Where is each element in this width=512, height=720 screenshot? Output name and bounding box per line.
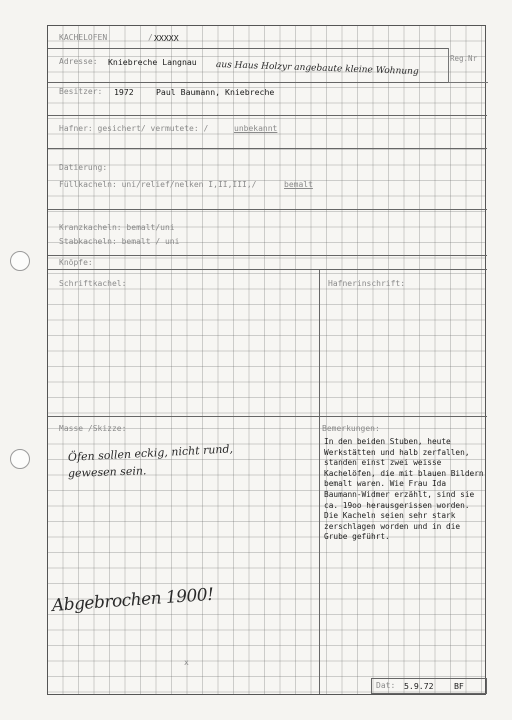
inscription-tile-label: Schriftkachel: <box>59 279 127 288</box>
knobs-label: Knöpfe: <box>59 258 93 267</box>
remarks-text: In den beiden Stuben, heute Werkstätten und halb zerfallen, standen einst zwei weisse Kachelöfen, die mit blauen Bildern bemalt waren. Wie Frau Ida Baumann-Widmer erzählt, sind sie ca. 19oo herausgerissen worden. Die Kacheln seien sehr stark zerschlagen worden und in die Grube geführt. <box>324 437 484 542</box>
record-code: XXXXX <box>154 33 179 43</box>
address-handwritten-note: aus Haus Holzyr angebaute kleine Wohnung <box>215 60 419 78</box>
address-label: Adresse: <box>59 57 98 66</box>
owner-year: 1972 <box>114 87 134 97</box>
remarks-label: Bemerkungen: <box>322 424 380 433</box>
small-pen-mark: x <box>184 658 189 667</box>
column-divider <box>319 269 320 694</box>
row-divider <box>48 115 487 116</box>
dimensions-handwritten-line-2: gewesen sein. <box>67 464 147 480</box>
punch-hole-bottom <box>10 449 30 469</box>
rod-tiles-label: Stabkacheln: bemalt / uni <box>59 237 180 246</box>
address-value: Kniebreche Langnau <box>108 57 197 67</box>
header-separator: / <box>148 33 153 42</box>
fill-tiles-value: bemalt <box>284 180 313 189</box>
owner-label: Besitzer: <box>59 87 103 96</box>
record-card <box>47 25 486 695</box>
row-divider <box>48 148 487 149</box>
crown-tiles-label: Kranzkacheln: bemalt/uni <box>59 223 175 232</box>
row-divider <box>48 416 487 417</box>
dimensions-label: Masse /Skizze: <box>59 424 127 433</box>
maker-value: unbekannt <box>234 124 278 133</box>
row-divider <box>48 209 487 210</box>
date-value: 5.9.72 <box>404 681 434 691</box>
maker-label: Hafner: gesichert/ vermutete: / <box>59 124 209 133</box>
row-divider <box>48 255 487 256</box>
owner-value: Paul Baumann, Kniebreche <box>156 87 275 97</box>
dimensions-handwritten-line-1: Öfen sollen eckig, nicht rund, <box>67 442 234 464</box>
punch-hole-top <box>10 251 30 271</box>
row-divider <box>48 82 487 83</box>
row-divider <box>48 48 448 49</box>
maker-inscription-label: Hafnerinschrift: <box>328 279 406 288</box>
fill-tiles-label: Füllkacheln: uni/relief/nelken I,II,III,/ <box>59 180 257 189</box>
row-divider <box>48 269 487 270</box>
initials: BF <box>454 681 464 691</box>
category-label: KACHELOFEN <box>59 33 108 42</box>
handwritten-scribble: Abgebrochen 1900! <box>51 584 215 616</box>
reg-number-label: Reg.Nr <box>450 54 478 63</box>
dating-label: Datierung: <box>59 163 108 172</box>
date-label: Dat: <box>376 681 396 690</box>
